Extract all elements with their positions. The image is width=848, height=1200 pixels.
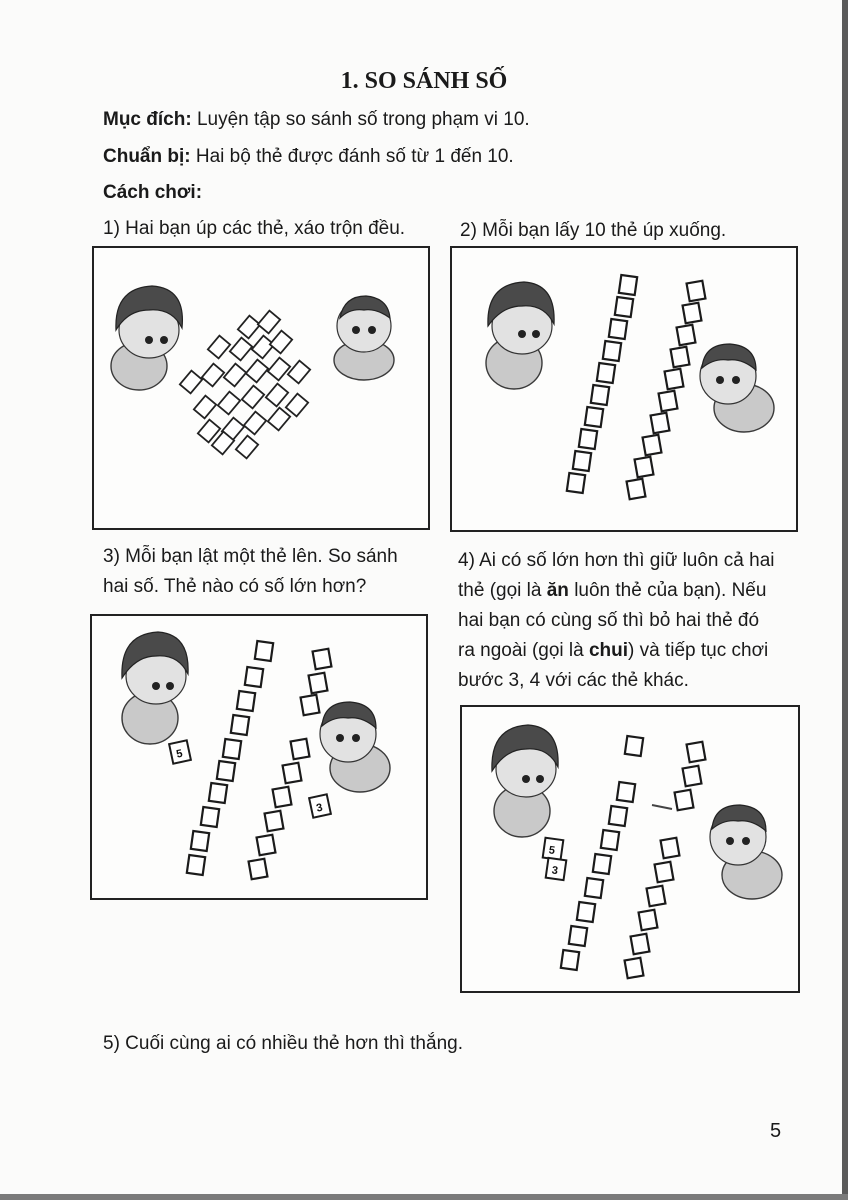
prepare-label: Chuẩn bị: (103, 146, 191, 167)
term-an: ăn (546, 580, 569, 601)
panel-1-art (94, 248, 428, 528)
purpose-line (103, 108, 530, 132)
child-left-icon (492, 725, 558, 837)
step-2: 2) Mỗi bạn lấy 10 thẻ úp xuống. (460, 220, 727, 241)
howto-label: Cách chơi: (103, 182, 203, 203)
panel-2-illustration (450, 246, 798, 532)
step-3 (103, 542, 433, 602)
term-chui: chui (588, 640, 629, 661)
captured-card-3 (546, 858, 567, 880)
card-column-right (625, 742, 706, 979)
panel-2-art (452, 248, 796, 530)
step-1: 1) Hai bạn úp các thẻ, xáo trộn đều. (103, 218, 406, 239)
step-3-line-1: 3) Mỗi bạn lật một thẻ lên. So sánh (103, 546, 398, 567)
child-right-icon (710, 805, 782, 899)
swipe-mark (652, 805, 672, 809)
panel-4-illustration (460, 705, 800, 993)
prepare-text: Hai bộ thẻ được đánh số từ 1 đến 10. (190, 146, 514, 167)
flipped-card-5 (169, 740, 191, 763)
card-3-label: 3 (550, 864, 559, 878)
card-column-left (567, 275, 637, 493)
child-right-icon (320, 702, 390, 792)
step-3-line-2: hai số. Thẻ nào có số lớn hơn? (103, 576, 367, 597)
child-right-icon (700, 344, 774, 432)
howto-line (103, 181, 202, 205)
flipped-card-3 (309, 794, 331, 817)
step-4-text: ra ngoài (gọi là (458, 640, 589, 661)
step-4-line-4 (458, 636, 808, 666)
page-title: 1. SO SÁNH SỐ (340, 68, 508, 94)
child-right-icon (334, 296, 394, 380)
shuffled-cards (180, 311, 310, 459)
step-4-text: thẻ (gọi là (458, 580, 547, 601)
card-column-right (627, 281, 706, 500)
step-5: 5) Cuối cùng ai có nhiều thẻ hơn thì thắng. (103, 1033, 463, 1054)
card-column-left (561, 736, 643, 970)
step-4-line-2 (458, 576, 808, 606)
step-4-text: luôn thẻ của bạn). Nếu (568, 580, 767, 601)
page-edge (842, 0, 848, 1200)
panel-4-art (462, 707, 798, 991)
captured-card-5 (543, 838, 564, 860)
card-5-label: 5 (175, 747, 184, 761)
card-3-label: 3 (315, 801, 324, 815)
child-left-icon (486, 282, 554, 389)
panel-3-art (92, 616, 426, 898)
step-4 (458, 546, 808, 696)
step-4-line-3: hai bạn có cùng số thì bỏ hai thẻ đó (458, 610, 760, 631)
prepare-line (103, 145, 514, 169)
panel-3-illustration (90, 614, 428, 900)
step-4-line-5: bước 3, 4 với các thẻ khác. (458, 670, 689, 691)
step-4-text: ) và tiếp tục chơi (628, 640, 769, 661)
page-number: 5 (770, 1120, 782, 1142)
child-left-icon (111, 286, 182, 390)
purpose-text: Luyện tập so sánh số trong phạm vi 10. (191, 109, 530, 130)
child-left-icon (122, 632, 188, 744)
step-4-line-1: 4) Ai có số lớn hơn thì giữ luôn cả hai (458, 550, 775, 571)
purpose-label: Mục đích: (103, 109, 192, 130)
page-edge-bottom (0, 1194, 848, 1200)
card-5-label: 5 (547, 844, 556, 858)
panel-1-illustration (92, 246, 430, 530)
